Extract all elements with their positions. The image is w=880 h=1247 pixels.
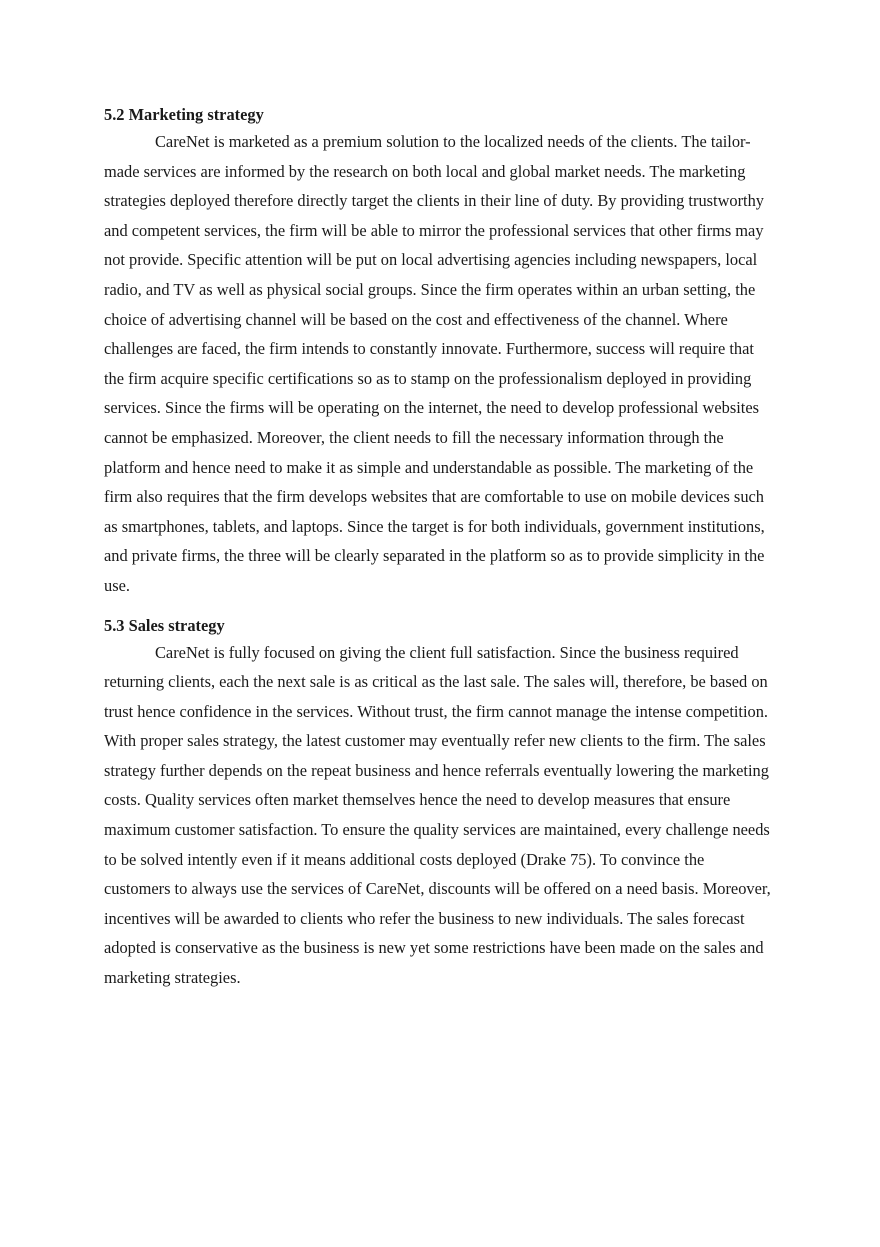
section-sales-strategy (104, 614, 774, 993)
document-page (104, 103, 774, 993)
section-marketing-strategy (104, 103, 774, 601)
section-heading: 5.2 Marketing strategy (104, 105, 264, 124)
section-paragraph: CareNet is fully focused on giving the client full satisfaction. Since the business required returning clients, each the next sale is as critical as the last sale. The sales will, therefore, be based on trust hence confidence in the services. Without trust, the firm cannot manage the intense competition. With proper sales strategy, the latest customer may eventually refer new clients to the firm. The sales strategy further depends on the repeat business and hence referrals eventually lowering the marketing costs. Quality services often market themselves hence the need to develop measures that ensure maximum customer satisfaction. To ensure the quality services are maintained, every challenge needs to be solved intently even if it means additional costs deployed (Drake 75). To convince the customers to always use the services of CareNet, discounts will be offered on a need basis. Moreover, incentives will be awarded to clients who refer the business to new individuals. The sales forecast adopted is conservative as the business is new yet some restrictions have been made on the sales and marketing strategies. (104, 642, 771, 988)
section-paragraph: CareNet is marketed as a premium solution to the localized needs of the clients. The tailor-made services are informed by the research on both local and global market needs. The marketing strategies deployed therefore directly target the clients in their line of duty. By providing trustworthy and competent services, the firm will be able to mirror the professional services that other firms may not provide. Specific attention will be put on local advertising agencies including newspapers, local radio, and TV as well as physical social groups. Since the firm operates within an urban setting, the choice of advertising channel will be based on the cost and effectiveness of the channel. Where challenges are faced, the firm intends to constantly innovate. Furthermore, success will require that the firm acquire specific certifications so as to stamp on the professionalism deployed in providing services. Since the firms will be operating on the internet, the need to develop professional websites cannot be emphasized. Moreover, the client needs to fill the necessary information through the platform and hence need to make it as simple and understandable as possible. The marketing of the firm also requires that the firm develops websites that are comfortable to use on mobile devices such as smartphones, tablets, and laptops. Since the target is for both individuals, government institutions, and private firms, the three will be clearly separated in the platform so as to provide simplicity in the use. (104, 132, 765, 595)
section-heading: 5.3 Sales strategy (104, 615, 225, 635)
